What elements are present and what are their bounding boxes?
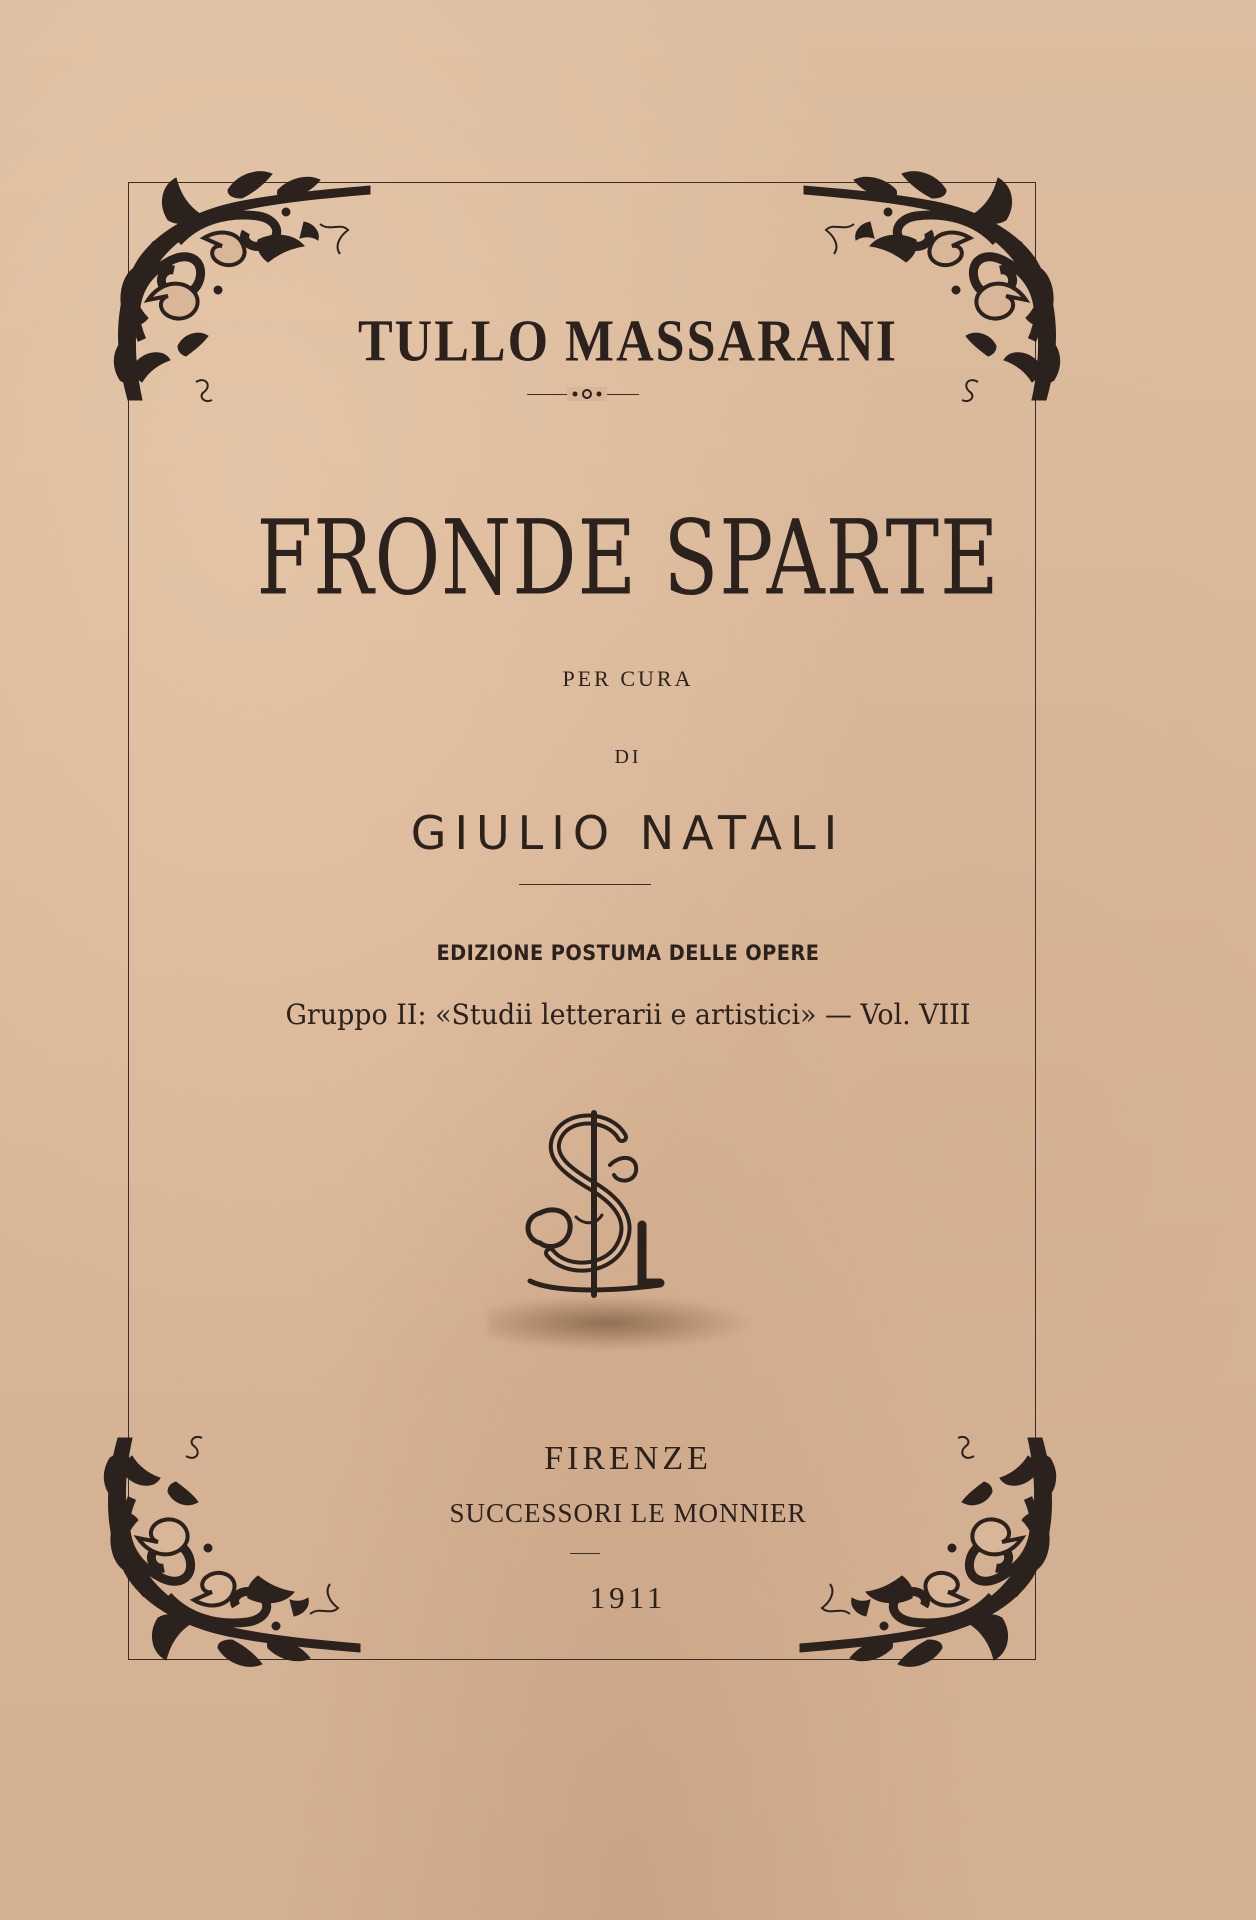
publication-year: 1911 — [589, 1580, 667, 1615]
edition-line: EDIZIONE POSTUMA DELLE OPERE — [436, 941, 820, 965]
publisher-city: FIRENZE — [544, 1440, 712, 1477]
dot-divider-ornament-icon — [567, 387, 607, 401]
per-cura-label: PER CURA — [562, 666, 694, 691]
di-label: DI — [614, 746, 642, 768]
stain-mark — [488, 1296, 750, 1350]
editor-name: GIULIO NATALI — [410, 806, 846, 860]
editor-divider — [519, 884, 651, 885]
series-line: Gruppo II: «Studii letterarii e artistici» — Vol. VIII — [285, 998, 971, 1031]
author-name: TULLO MASSARANI — [358, 308, 898, 375]
book-title: FRONDE SPARTE — [256, 499, 1000, 619]
publisher-monogram-icon — [510, 1105, 670, 1305]
publisher-name: SUCCESSORI LE MONNIER — [449, 1498, 807, 1528]
corner-ornament-top-right-icon — [796, 150, 1066, 420]
corner-ornament-top-left-icon — [108, 150, 378, 420]
publisher-divider — [570, 1553, 600, 1554]
